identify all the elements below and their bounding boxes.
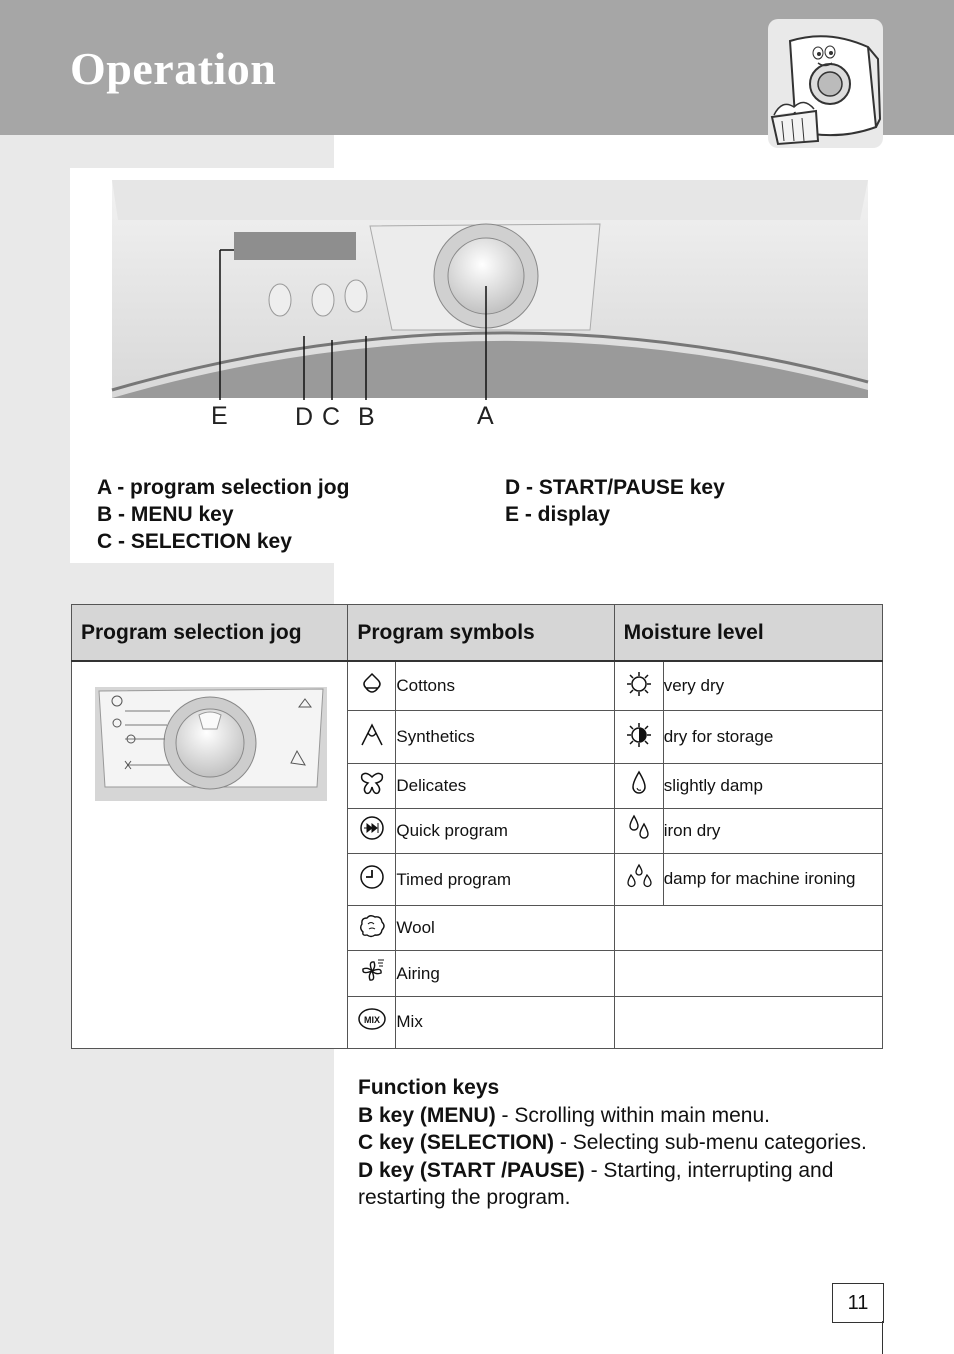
d-key-label: D key (START /PAUSE) xyxy=(358,1158,585,1182)
wool-icon xyxy=(348,906,396,951)
program-label: Quick program xyxy=(396,808,614,853)
legend-d: D - START/PAUSE key xyxy=(505,476,725,499)
callout-b: B xyxy=(358,403,375,431)
moisture-label: damp for machine ironing xyxy=(663,853,882,905)
d-key-description xyxy=(358,1157,888,1212)
callout-c: C xyxy=(322,403,341,431)
legend-b: B - MENU key xyxy=(97,503,234,526)
program-table xyxy=(71,604,883,1049)
b-key-text: - Scrolling within main menu. xyxy=(495,1103,770,1127)
table-row xyxy=(72,661,883,710)
moisture-label: slightly damp xyxy=(663,764,882,808)
d-key-text: - Starting, interrupting and restarting the program. xyxy=(358,1158,834,1209)
slightly-damp-icon xyxy=(614,764,663,808)
mix-icon xyxy=(348,996,396,1048)
empty-moisture-cell xyxy=(614,906,882,951)
function-keys-title: Function keys xyxy=(358,1076,500,1099)
synthetics-icon xyxy=(348,711,396,764)
very-dry-icon xyxy=(614,661,663,710)
moisture-label: dry for storage xyxy=(663,711,882,764)
callout-a: A xyxy=(477,402,494,430)
callout-d: D xyxy=(295,403,314,431)
legend-e: E - display xyxy=(505,503,611,526)
header-moisture-level: Moisture level xyxy=(614,605,882,662)
page-number-tick xyxy=(882,1321,883,1354)
program-jog-illustration xyxy=(95,687,327,803)
page-title: Operation xyxy=(70,43,277,94)
b-key-description xyxy=(358,1102,888,1130)
program-label: Wool xyxy=(396,906,614,951)
b-key-label: B key (MENU) xyxy=(358,1103,496,1127)
function-keys-section xyxy=(358,1074,888,1212)
delicates-icon xyxy=(348,764,396,808)
quick-program-icon xyxy=(348,808,396,853)
program-label: Delicates xyxy=(396,764,614,808)
dryer-mascot-logo xyxy=(768,19,883,148)
moisture-label: iron dry xyxy=(663,808,882,853)
dry-for-storage-icon xyxy=(614,711,663,764)
moisture-label: very dry xyxy=(663,661,882,710)
program-label: Airing xyxy=(396,951,614,996)
empty-moisture-cell xyxy=(614,951,882,996)
c-key-description xyxy=(358,1129,888,1157)
cottons-icon xyxy=(348,661,396,710)
program-label: Synthetics xyxy=(396,711,614,764)
svg-text:MIX: MIX xyxy=(363,1014,380,1025)
program-label: Timed program xyxy=(396,853,614,905)
header-program-symbols: Program symbols xyxy=(348,605,614,662)
airing-icon xyxy=(348,951,396,996)
header-program-selection-jog: Program selection jog xyxy=(72,605,348,662)
damp-for-machine-ironing-icon xyxy=(614,853,663,905)
page-number: 11 xyxy=(832,1283,884,1323)
program-label: Cottons xyxy=(396,661,614,710)
program-label: Mix xyxy=(396,996,614,1048)
jog-cell xyxy=(72,661,348,1048)
empty-moisture-cell xyxy=(614,996,882,1048)
c-key-text: - Selecting sub-menu categories. xyxy=(554,1131,867,1154)
legend-c: C - SELECTION key xyxy=(97,530,292,553)
iron-dry-icon xyxy=(614,808,663,853)
c-key-label: C key (SELECTION) xyxy=(358,1131,555,1154)
callout-e: E xyxy=(211,402,228,430)
timed-program-icon xyxy=(348,853,396,905)
legend-a: A - program selection jog xyxy=(97,476,350,499)
